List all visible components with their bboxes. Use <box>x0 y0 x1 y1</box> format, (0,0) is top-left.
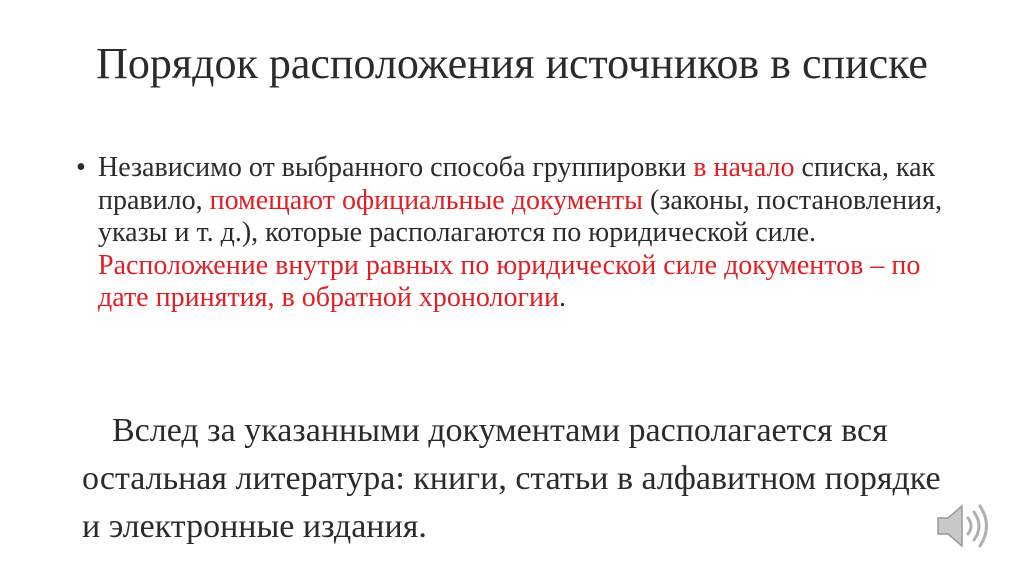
bullet-text <box>98 152 958 315</box>
slide-title: Порядок расположения источников в списке <box>96 39 928 88</box>
speaker-icon[interactable] <box>932 500 994 552</box>
body-paragraph <box>82 407 962 551</box>
bullet-segment-highlight: Расположение внутри равных по юридической силе документов – по дате принятия, в обратной хронологии <box>98 249 921 313</box>
bullet-marker: • <box>76 152 86 183</box>
bullet-segment-highlight: в начало <box>693 152 795 183</box>
bullet-segment-highlight: помещают официальные документы <box>209 184 643 216</box>
bullet-segment: (законы, постановления, указы и т. д.), которые располагаются по юридической силе. <box>98 184 942 248</box>
body-paragraph-text: Вслед за указанными документами располагается вся остальная литература: книги, статьи в алфавитном порядке и электронные издания. <box>82 412 941 545</box>
bullet-segment: Независимо от выбранного способа группировки <box>98 152 694 183</box>
bullet-segment: списка, как правило, <box>98 152 936 216</box>
bullet-segment: . <box>558 282 566 313</box>
bullet-item <box>78 152 958 315</box>
